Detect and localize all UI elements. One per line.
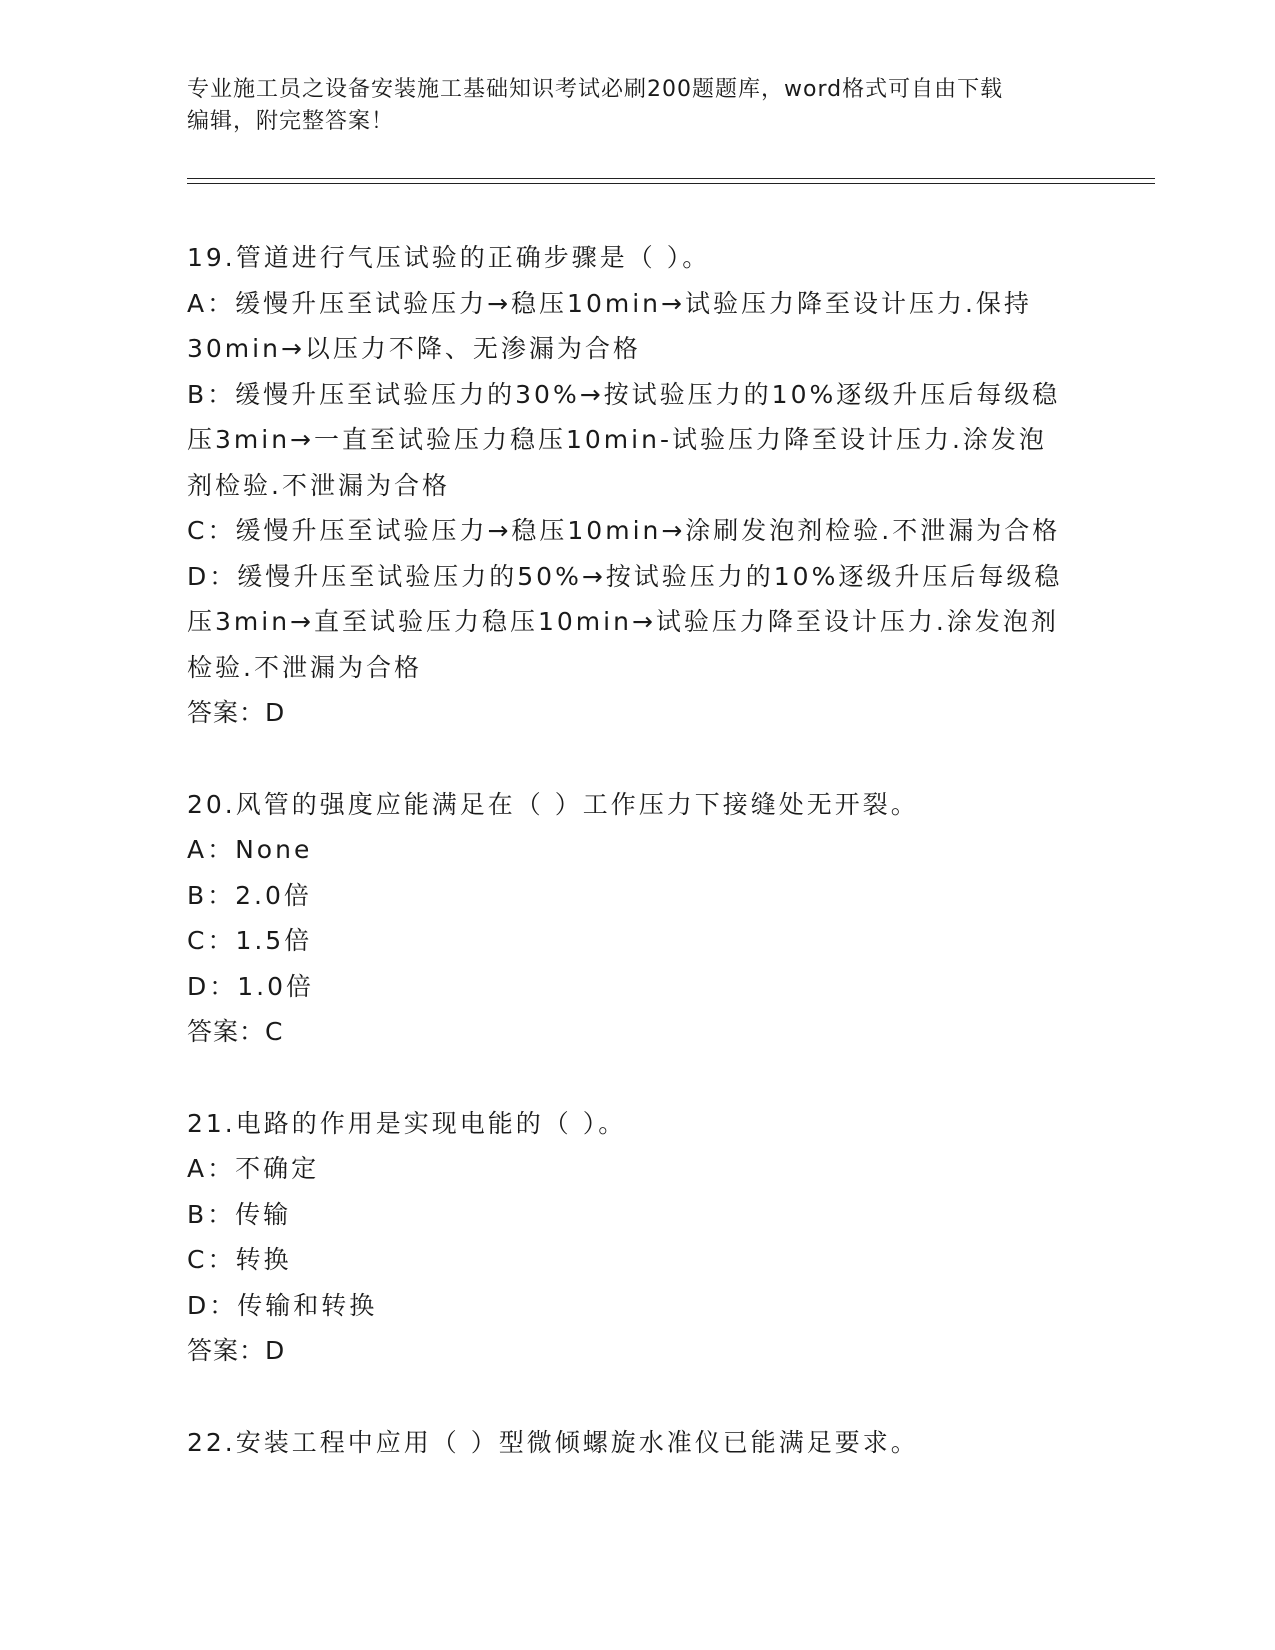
- header-line-2: 编辑，附完整答案！: [187, 109, 395, 134]
- question-list: [187, 235, 1087, 1511]
- question-stem: 19.管道进行气压试验的正确步骤是（ ）。: [187, 243, 711, 272]
- answer: 答案：D: [187, 698, 286, 727]
- option-a: A：不确定: [187, 1154, 320, 1183]
- answer: 答案：C: [187, 1017, 284, 1046]
- question-22: [187, 1420, 1087, 1466]
- option-d: D：1.0倍: [187, 971, 315, 1001]
- option-b: B：传输: [187, 1199, 292, 1229]
- question-stem: 22.安装工程中应用（ ）型微倾螺旋水准仪已能满足要求。: [187, 1427, 919, 1457]
- option-d: D：传输和转换: [187, 1290, 378, 1320]
- document-header: [187, 74, 1067, 138]
- header-divider-bottom: [187, 183, 1155, 184]
- option-a: A：缓慢升压至试验压力→稳压10min→试验压力降至设计压力.保持: [187, 288, 1032, 318]
- question-stem: 20.风管的强度应能满足在（ ）工作压力下接缝处无开裂。: [187, 789, 919, 819]
- option-b: B：缓慢升压至试验压力的30%→按试验压力的10%逐级升压后每级稳: [187, 379, 1061, 409]
- option-d-continued: 压3min→直至试验压力稳压10min→试验压力降至设计压力.涂发泡剂: [187, 607, 1059, 636]
- question-21: [187, 1101, 1087, 1374]
- option-b: B：2.0倍: [187, 880, 312, 910]
- header-divider-top: [187, 178, 1155, 179]
- option-b-continued: 压3min→一直至试验压力稳压10min-试验压力降至设计压力.涂发泡: [187, 425, 1047, 454]
- answer: 答案：D: [187, 1336, 286, 1365]
- question-20: [187, 782, 1087, 1055]
- header-line-1: 专业施工员之设备安装施工基础知识考试必刷200题题库，word格式可自由下载: [187, 77, 1004, 102]
- question-stem: 21.电路的作用是实现电能的（ ）。: [187, 1108, 627, 1138]
- option-c: C：转换: [187, 1245, 292, 1274]
- option-c: C：1.5倍: [187, 926, 313, 955]
- option-b-continued: 剂检验.不泄漏为合格: [187, 470, 450, 500]
- option-d-continued: 检验.不泄漏为合格: [187, 652, 422, 682]
- option-c: C：缓慢升压至试验压力→稳压10min→涂刷发泡剂检验.不泄漏为合格: [187, 516, 1061, 545]
- option-a: A：None: [187, 835, 313, 864]
- option-d: D：缓慢升压至试验压力的50%→按试验压力的10%逐级升压后每级稳: [187, 561, 1063, 591]
- question-19: [187, 235, 1087, 736]
- option-a-continued: 30min→以压力不降、无渗漏为合格: [187, 334, 641, 363]
